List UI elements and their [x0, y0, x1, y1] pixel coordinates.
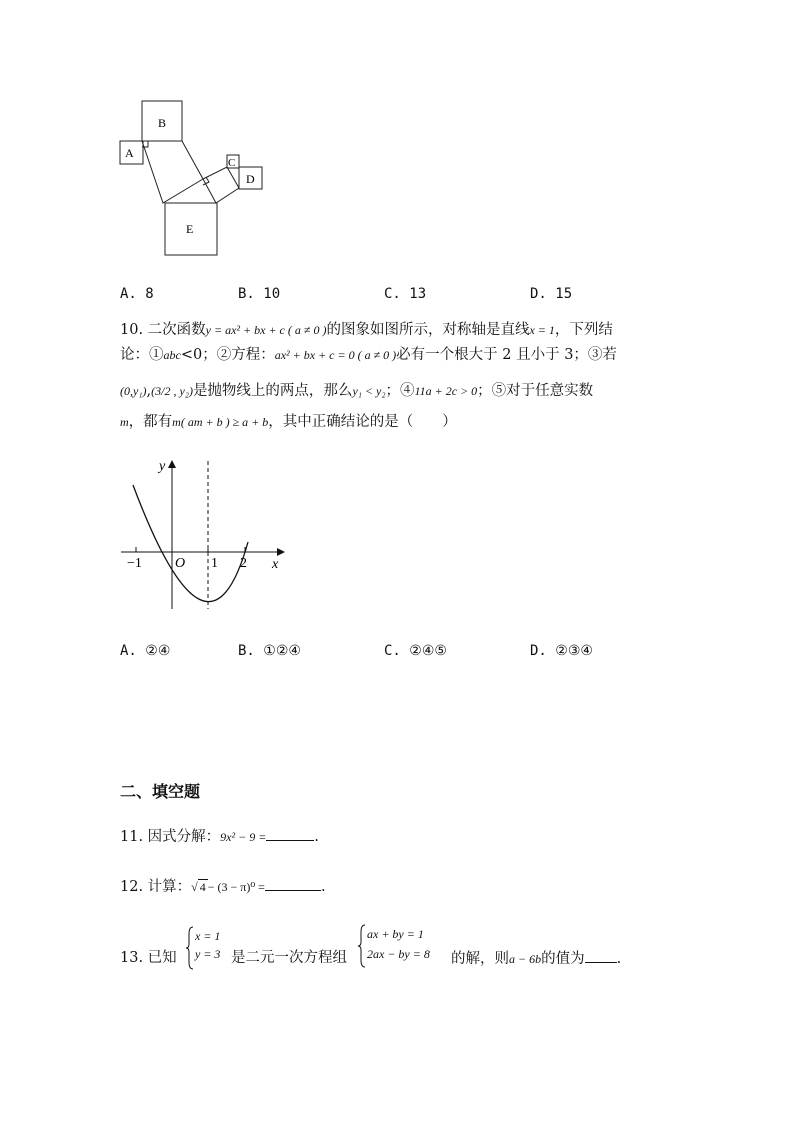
q10-inequality-1: y₁ < y₂ — [352, 384, 386, 398]
sqrt-icon: √ — [191, 880, 198, 894]
q10-text-8: ；⑤对于任意实数 — [477, 383, 594, 399]
origin-label: O — [175, 556, 186, 571]
q9-option-d[interactable]: D. 15 — [530, 286, 573, 302]
tick-label-1: 1 — [211, 556, 218, 571]
y-axis-label: y — [159, 459, 166, 474]
q10-line-1 — [120, 320, 613, 340]
q10-text-4: <0；②方程： — [180, 347, 275, 363]
q11-expression: 9x² − 9 = — [220, 830, 267, 844]
brace-icon-2 — [358, 924, 366, 968]
label-d: D — [246, 172, 255, 186]
q10-text-10: ，其中正确结论的是（ ） — [268, 414, 457, 430]
label-e: E — [186, 222, 194, 236]
q13-system2-eq1: ax + by = 1 — [367, 927, 424, 941]
q9-option-b[interactable]: B. 10 — [238, 286, 281, 302]
q10-function: y = ax² + bx + c ( a ≠ 0 ) — [205, 323, 327, 337]
q12-suffix: . — [320, 879, 326, 895]
q9-option-c[interactable]: C. 13 — [384, 286, 427, 302]
tilted-square-left — [142, 141, 203, 203]
q13-system1-eq2: y = 3 — [195, 947, 221, 961]
q13-system1-eq1: x = 1 — [195, 929, 221, 943]
label-b: B — [158, 116, 167, 130]
q13-text-2: 的值为 — [541, 951, 585, 967]
q10-axis-equation: x = 1 — [529, 323, 555, 337]
q10-option-b[interactable]: B. ①②④ — [238, 643, 301, 659]
q10-point-1: (0,y₁) — [120, 384, 147, 398]
q12-line — [120, 876, 326, 897]
tick-label-2: 2 — [240, 556, 247, 571]
q10-point-2: (3/2 , y₂) — [151, 384, 193, 398]
q10-option-c[interactable]: C. ②④⑤ — [384, 643, 447, 659]
q13-tail — [451, 948, 621, 969]
q13-suffix: . — [616, 951, 622, 967]
x-axis-label: x — [272, 557, 279, 572]
q9-option-a[interactable]: A. 8 — [120, 286, 154, 302]
q12-radicand: 4 — [199, 880, 206, 894]
q10-text-9: ，都有 — [128, 414, 173, 430]
q11-line — [120, 826, 319, 847]
q13-mid-text: 是二元一次方程组 — [231, 950, 347, 966]
q10-inequality-2: 11a + 2c > 0 — [414, 384, 478, 398]
q12-answer-blank[interactable] — [265, 876, 321, 891]
q10-line-4 — [120, 412, 457, 432]
parabola-graph — [115, 455, 295, 615]
q12-expression: − (3 − π)⁰ = — [207, 880, 265, 894]
q11-suffix: . — [314, 829, 319, 845]
q11-answer-blank[interactable] — [266, 826, 314, 841]
parabola-curve — [133, 485, 248, 602]
q13-text-1: 的解，则 — [451, 951, 509, 967]
label-c: C — [228, 157, 236, 169]
q13-prefix: 13. 已知 — [120, 950, 177, 966]
section-title: 二、填空题 — [120, 782, 201, 801]
q12-prefix: 12. 计算： — [120, 879, 192, 895]
q10-text-7: ；④ — [385, 383, 415, 399]
q10-abc: abc — [163, 348, 181, 362]
q10-m: m — [120, 415, 129, 429]
q13-system2-eq2: 2ax − by = 8 — [367, 947, 430, 961]
q10-number: 10. 二次函数 — [120, 322, 206, 338]
squares-figure — [110, 95, 280, 265]
q10-option-a[interactable]: A. ②④ — [120, 643, 171, 659]
q10-option-d[interactable]: D. ②③④ — [530, 643, 593, 659]
q10-text-5: 必有一个根大于 2 且小于 3；③若 — [396, 347, 617, 363]
q10-inequality-3: m( am + b ) ≥ a + b — [172, 415, 269, 429]
q10-text-6: 是抛物线上的两点，那么 — [192, 383, 353, 399]
q11-prefix: 11. 因式分解： — [120, 829, 221, 845]
q10-text-2: ，下列结 — [554, 322, 613, 338]
q10-text-3: 论：① — [120, 347, 164, 363]
q10-text-1: 的图象如图所示，对称轴是直线 — [326, 322, 530, 338]
q13-answer-blank[interactable] — [585, 948, 617, 963]
tilted-square-right — [203, 167, 239, 203]
q10-equation: ax² + bx + c = 0 ( a ≠ 0 ) — [274, 348, 397, 362]
q10-line-2 — [120, 345, 617, 365]
brace-icon — [186, 926, 194, 970]
label-a: A — [125, 146, 134, 160]
tick-label-neg1: −1 — [127, 556, 142, 571]
q10-line-3: (0,y₁),(3/2 , y₂)是抛物线上的两点，那么y₁ < y₂；④11a + 2c > 0；⑤对于任意实数 — [120, 383, 594, 399]
q13-expression: a − 6b — [509, 952, 542, 966]
